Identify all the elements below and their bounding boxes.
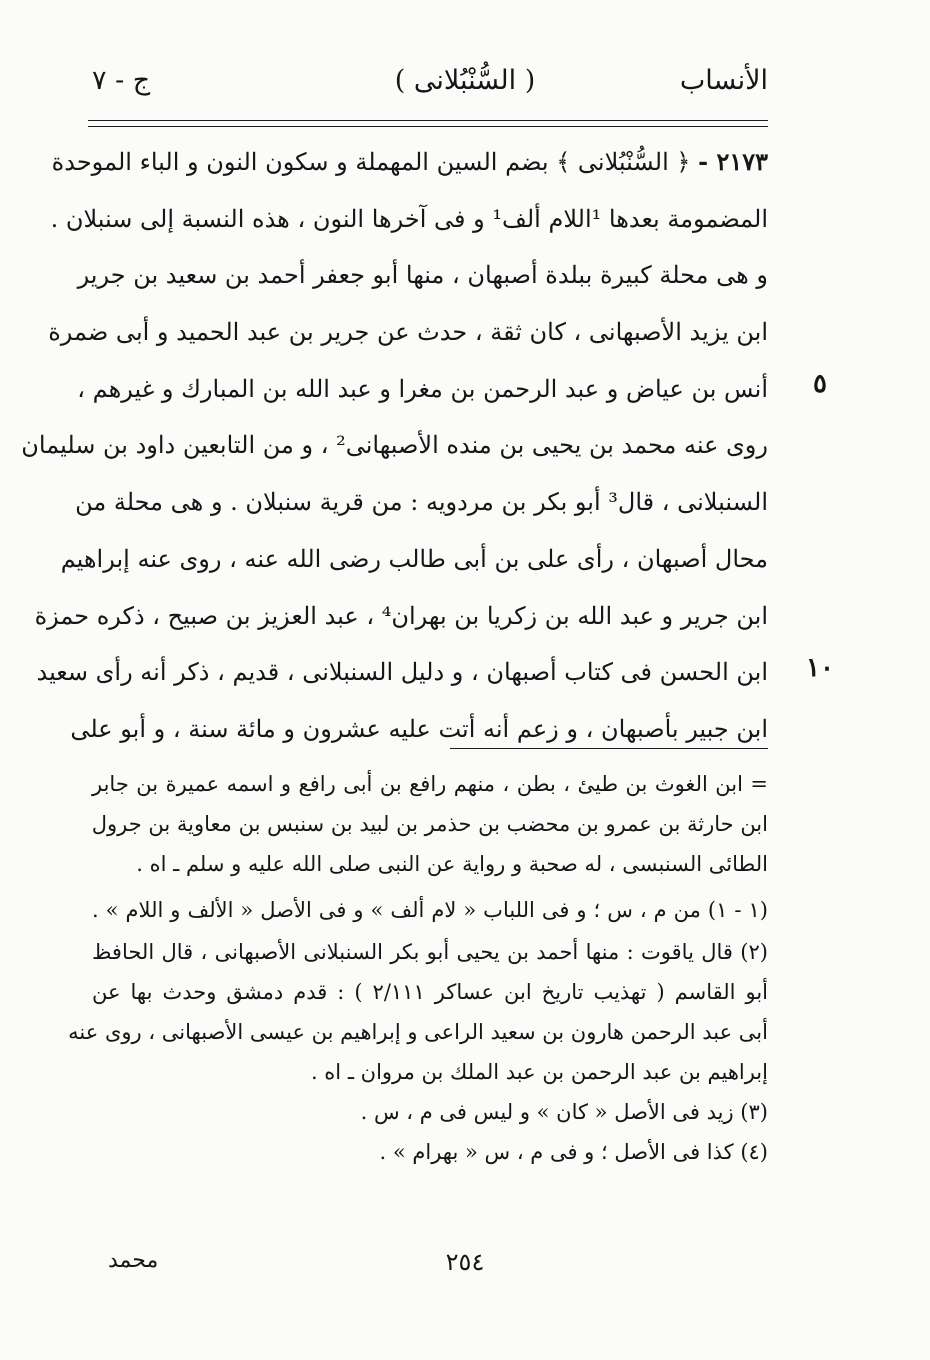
body-line: محال أصبهان ، رأى على بن أبى طالب رضى الله عنه ، روى عنه إبراهيم	[60, 544, 768, 573]
footnote-line: (٢) قال ياقوت : منها أحمد بن يحيى أبو بكر السنبلانى الأصبهانى ، قال الحافظ	[92, 940, 768, 964]
footnote-line: ابن حارثة بن عمرو بن محضب بن حذمر بن لبيد بن سنبس بن معاوية بن جرول	[91, 812, 768, 836]
page-number: ٢٥٤	[445, 1248, 485, 1276]
body-line: ابن يزيد الأصبهانى ، كان ثقة ، حدث عن جرير بن عبد الحميد و أبى ضمرة	[48, 318, 768, 347]
body-line: السنبلانى ، قال³ أبو بكر بن مردويه : من قرية سنبلان . و هى محلة من	[75, 488, 768, 517]
body-line-text: ﴿ السُّنْبُلانى ﴾ بضم السين المهملة و سكون النون و الباء الموحدة	[51, 148, 691, 176]
footnote-line: (١ - ١) من م ، س ؛ و فى اللباب « لام ألف » و فى الأصل « الألف و اللام » .	[92, 898, 768, 922]
entry-number: ٢١٧٣ -	[698, 147, 768, 176]
footnote-line: = ابن الغوث بن طيئ ، بطن ، منهم رافع بن أبى رافع و اسمه عميرة بن جابر	[92, 772, 768, 796]
body-line	[51, 134, 768, 191]
footnotes	[68, 764, 769, 1172]
body-line: ابن جرير و عبد الله بن زكريا بن بهران⁴ ، عبد العزيز بن صبيح ، ذكره حمزة	[34, 601, 768, 630]
line-number: ٥	[813, 369, 827, 399]
body-line: المضمومة بعدها ¹اللام ألف¹ و فى آخرها النون ، هذه النسبة إلى سنبلان .	[50, 204, 768, 233]
body-line: و هى محلة كبيرة ببلدة أصبهان ، منها أبو جعفر أحمد بن سعيد بن جرير	[77, 261, 768, 290]
header-rule	[88, 120, 768, 121]
body-line: ابن الحسن فى كتاب أصبهان ، و دليل السنبلانى ، قديم ، ذكر أنه رأى سعيد	[36, 658, 768, 687]
footnote-line: (٣) زيد فى الأصل « كان » و ليس فى م ، س .	[360, 1100, 768, 1124]
running-head: ( السُّنْبُلانى )	[394, 65, 536, 96]
footnote-line: (٤) كذا فى الأصل ؛ و فى م ، س « بهرام » .	[379, 1140, 768, 1164]
footnote-line: الطائى السنبسى ، له صحبة و رواية عن النبى صلى الله عليه و سلم ـ اه .	[136, 852, 768, 876]
footnote-line: أبى عبد الرحمن هارون بن سعيد الراعى و إبراهيم بن عيسى الأصبهانى ، روى عنه	[68, 1020, 768, 1044]
footnote-separator	[450, 748, 768, 749]
footnote-line: أبو القاسم ( تهذيب تاريخ ابن عساكر ٢/١١١ ) : قدم دمشق وحدث بها عن	[92, 980, 769, 1004]
book-title: الأنساب	[679, 65, 768, 96]
footnote-line: إبراهيم بن عبد الرحمن بن عبد الملك بن مروان ـ اه .	[310, 1060, 768, 1084]
body-line: روى عنه محمد بن يحيى بن منده الأصبهانى² ، و من التابعين داود بن سليمان	[21, 431, 768, 460]
header-rule-double	[88, 126, 768, 127]
line-number: ١٠	[806, 653, 834, 683]
volume-label: ج - ٧	[92, 65, 151, 96]
entry-body	[21, 134, 768, 758]
body-line: ابن جبير بأصبهان ، و زعم أنه أتت عليه عشرون و مائة سنة ، و أبو على	[70, 714, 768, 743]
printer-signature: محمد	[108, 1248, 159, 1273]
body-line: أنس بن عياض و عبد الرحمن بن مغرا و عبد الله بن المبارك و غيرهم ،	[77, 374, 768, 403]
